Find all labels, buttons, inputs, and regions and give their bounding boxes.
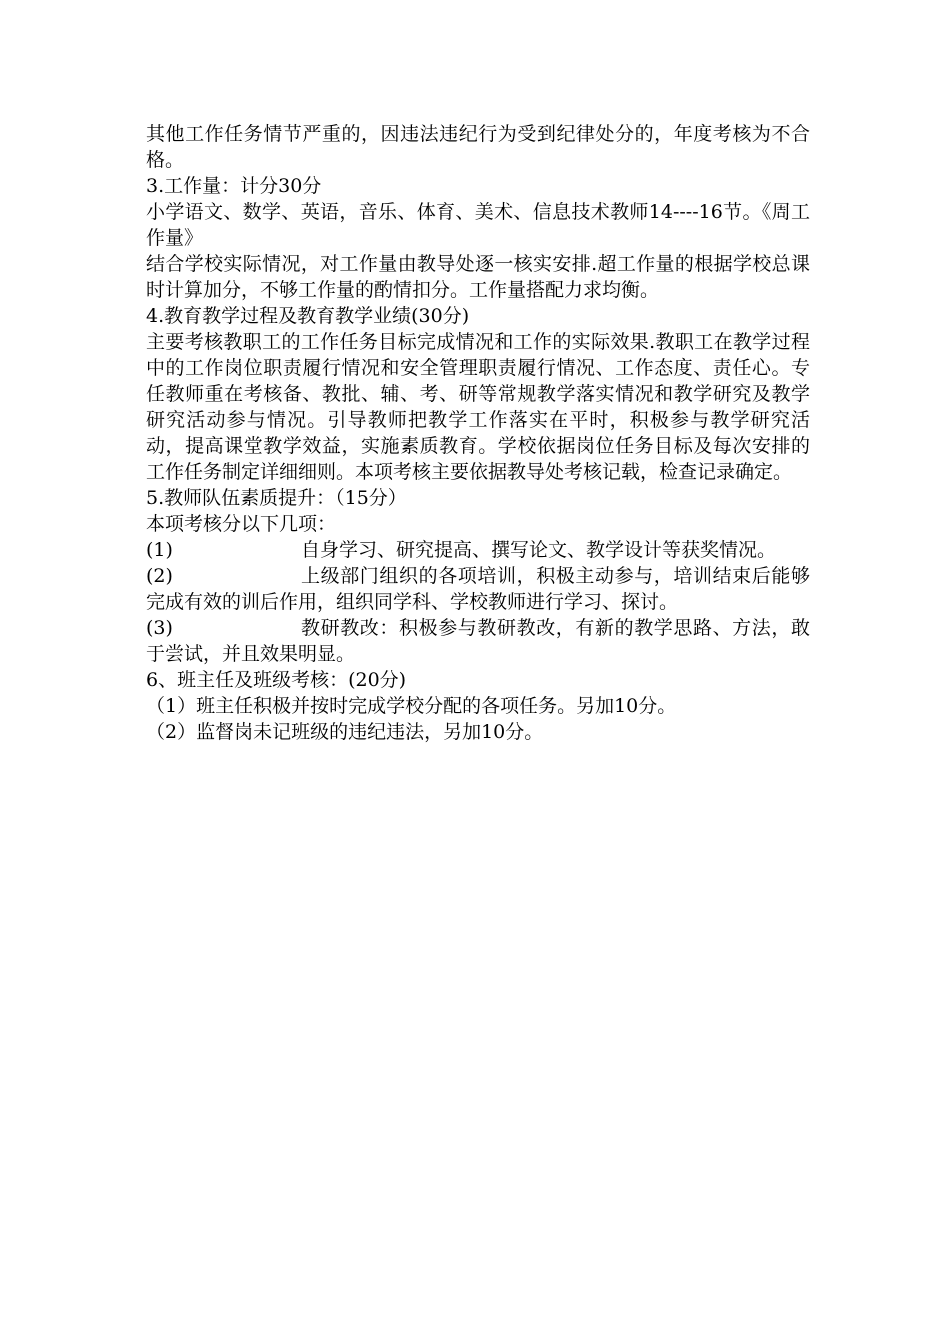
heading-teacher-quality: 5.教师队伍素质提升：（15分）: [146, 487, 407, 509]
paragraph-supervision: （2）监督岗未记班级的违纪违法，另加10分。: [146, 721, 544, 743]
list-item-text: 自身学习、研究提高、撰写论文、教学设计等获奖情况。: [301, 539, 777, 561]
heading-workload: 3.工作量：计分30分: [146, 175, 322, 197]
paragraph-teaching-process: 主要考核教职工的工作任务目标完成情况和工作的实际效果.教职工在教学过程中的工作岗位职责履行情况和安全管理职责履行情况、工作态度、责任心。专任教师重在考核备、教批、辅、考、研等常规教学落实情况和教学研究及教学研究活动参与情况。引导教师把教学工作落实在平时，积极参与教学研究活动，提高课堂教学效益，实施素质教育。学校依据岗位任务目标及每次安排的工作任务制定详细细则。本项考核主要依据教导处考核记载，检查记录确定。: [146, 331, 810, 483]
list-item: (1) 自身学习、研究提高、撰写论文、教学设计等获奖情况。: [146, 537, 810, 563]
paragraph-workload-arrangement: 结合学校实际情况，对工作量由教导处逐一核实安排.超工作量的根据学校总课时计算加分，不够工作量的酌情扣分。工作量搭配力求均衡。: [146, 253, 810, 301]
list-item-text: 教研教改：积极参与教研教改，有新的教学思路、方法，敢于尝试，并且效果明显。: [146, 617, 810, 665]
paragraph-workload-hours: 小学语文、数学、英语，音乐、体育、美术、信息技术教师14----16节。《周工作量》: [146, 201, 810, 249]
paragraph-class-teacher-tasks: （1）班主任积极并按时完成学校分配的各项任务。另加10分。: [146, 695, 677, 717]
paragraph-assessment-result: 其他工作任务情节严重的，因违法违纪行为受到纪律处分的，年度考核为不合格。: [146, 123, 810, 171]
heading-class-teacher: 6、班主任及班级考核：(20分): [146, 669, 407, 691]
heading-teaching-process: 4.教育教学过程及教育教学业绩(30分): [146, 305, 470, 327]
list-item: (3) 教研教改：积极参与教研教改，有新的教学思路、方法，敢于尝试，并且效果明显。: [146, 617, 810, 665]
list-item-text: 上级部门组织的各项培训，积极主动参与，培训结束后能够完成有效的训后作用，组织同学科、学校教师进行学习、探讨。: [146, 565, 810, 613]
list-item: (2) 上级部门组织的各项培训，积极主动参与，培训结束后能够完成有效的训后作用，组织同学科、学校教师进行学习、探讨。: [146, 565, 810, 613]
paragraph-teacher-quality-intro: 本项考核分以下几项：: [146, 513, 337, 535]
document-body: [146, 121, 810, 745]
